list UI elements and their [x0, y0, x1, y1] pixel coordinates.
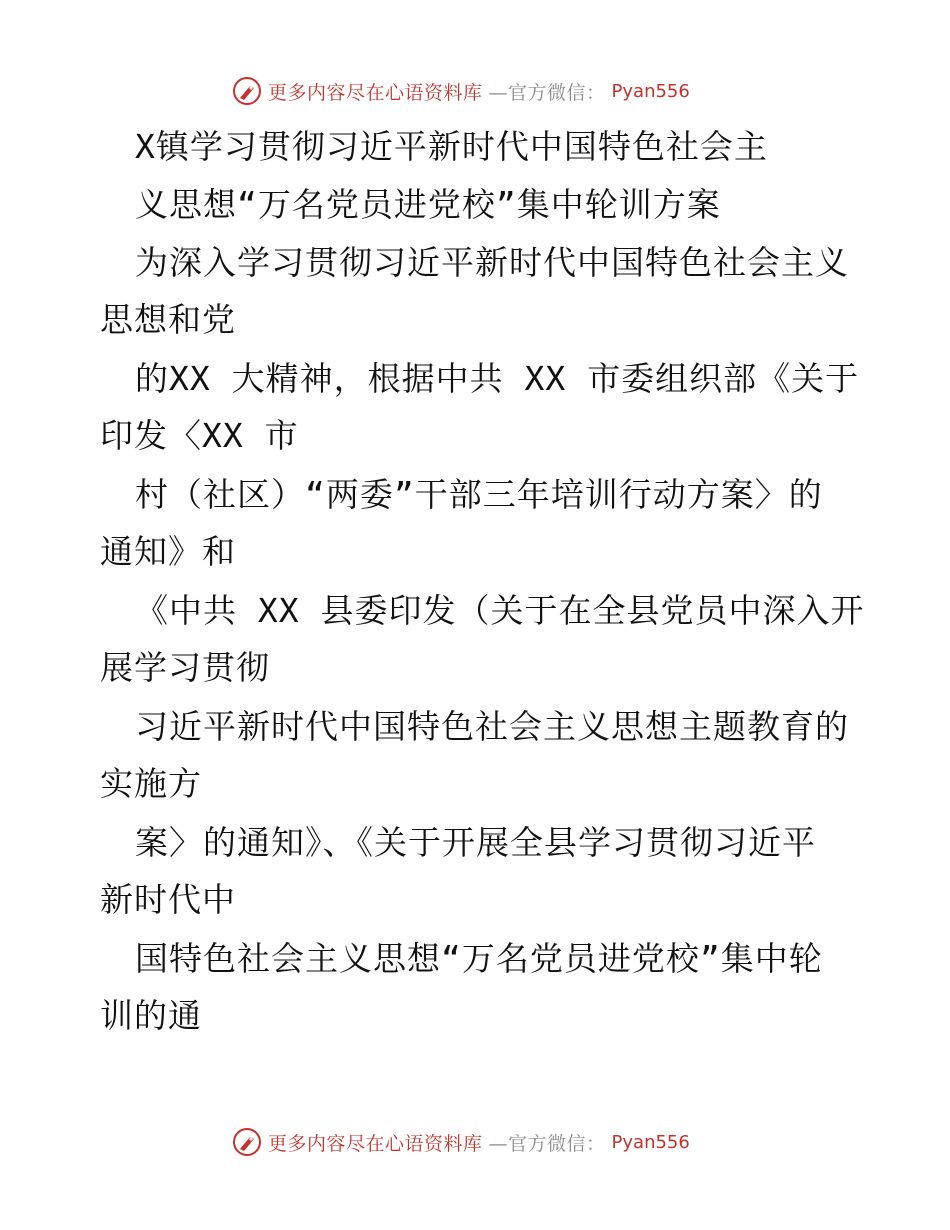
body-line: 新时代中 [100, 880, 236, 919]
body-line: 思想和党 [100, 300, 236, 339]
body-line: 《中共 XX 县委印发（关于在全县党员中深入开 [135, 591, 865, 630]
watermark-wechat-id: Pyan556 [611, 80, 690, 102]
footer-watermark [232, 1125, 690, 1159]
pen-nib-logo-icon [232, 1127, 262, 1157]
body-line: 案〉的通知》、《关于开展全县学习贯彻习近平 [135, 823, 816, 862]
watermark-site-name: 更多内容尽在心语资料库 [268, 1132, 483, 1155]
body-line: 习近平新时代中国特色社会主义思想主题教育的 [135, 707, 849, 746]
body-line: 国特色社会主义思想“万名党员进党校”集中轮 [135, 939, 823, 978]
pen-nib-logo-icon [232, 76, 262, 106]
body-line: 通知》和 [100, 532, 236, 571]
header-watermark [232, 74, 690, 108]
document-title-line-2: 义思想“万名党员进党校”集中轮训方案 [135, 185, 721, 224]
body-line: 为深入学习贯彻习近平新时代中国特色社会主义 [135, 243, 849, 282]
watermark-site-name: 更多内容尽在心语资料库 [268, 81, 483, 104]
body-line: 村（社区）“两委”干部三年培训行动方案〉的 [135, 475, 823, 514]
watermark-label: —官方微信： [488, 81, 606, 104]
body-line: 印发〈XX 市 [100, 416, 299, 455]
body-line: 训的通 [100, 996, 202, 1035]
body-line: 实施方 [100, 764, 202, 803]
watermark-label: —官方微信： [488, 1132, 606, 1155]
watermark-wechat-id: Pyan556 [611, 1131, 690, 1153]
body-line: 展学习贯彻 [100, 648, 270, 687]
body-line: 的XX 大精神，根据中共 XX 市委组织部《关于 [135, 359, 860, 398]
document-title-line-1: X镇学习贯彻习近平新时代中国特色社会主 [135, 127, 768, 166]
